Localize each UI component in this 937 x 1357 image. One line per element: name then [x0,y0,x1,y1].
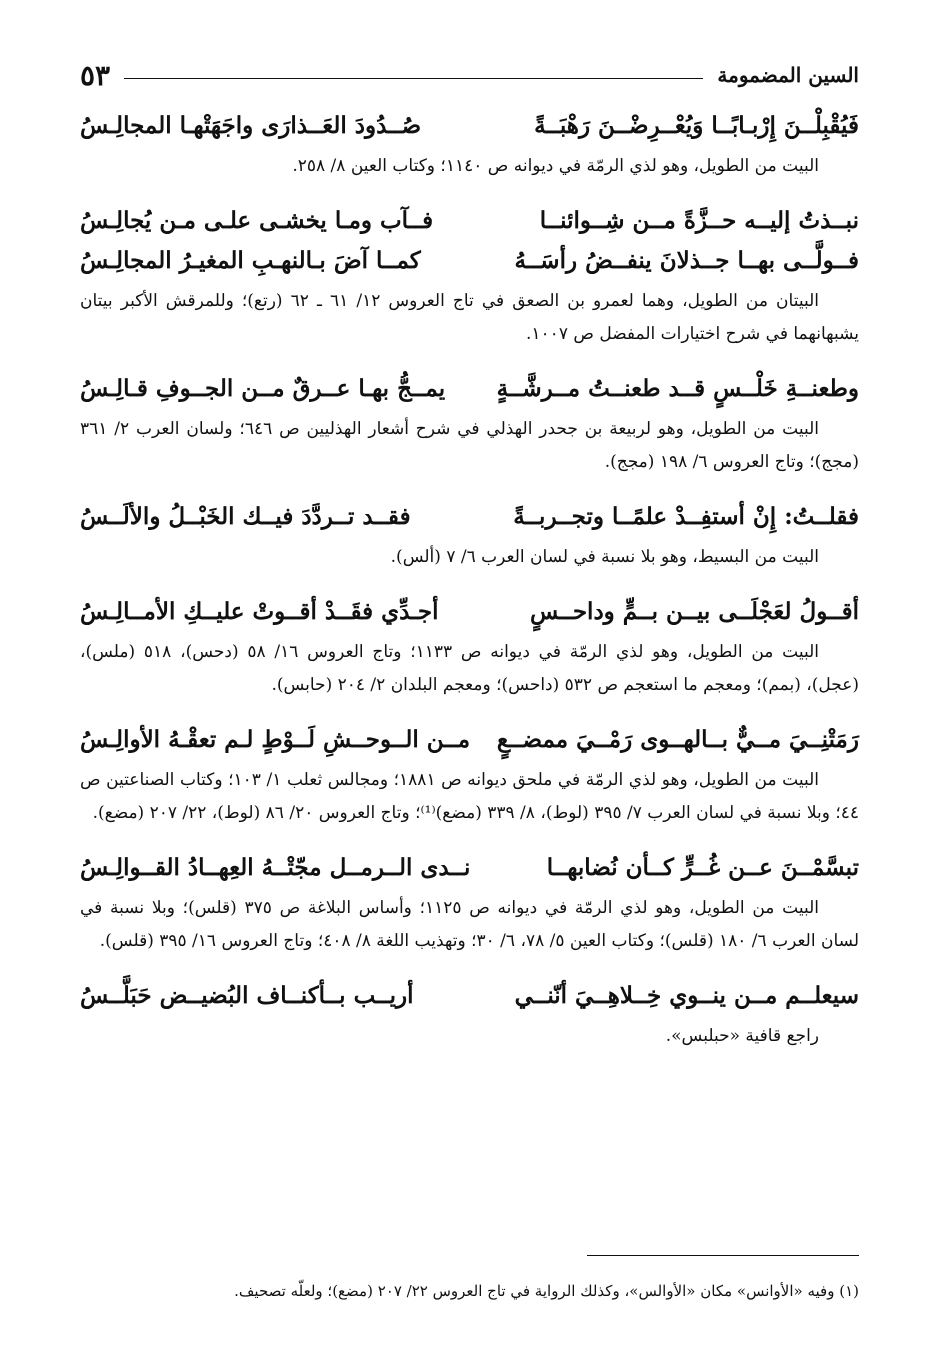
footnote-divider [587,1255,859,1256]
second-hemistich: أجـدِّي فقَــدْ أقــوتْ عليــكِ الأمــالِـسُ [80,598,439,625]
first-hemistich: رَمَتْنِــيَ مــيٌّ بــالهــوى رَمْــيَ ممضــعٍ [496,726,859,753]
source-note-text: البيت من الطويل، وهو لذي الرمّة في ديوانه ص ١١٢٥؛ وأساس البلاغة ص ٣٧٥ (قلس)؛ وبلا نسبة في لسان العرب ٦/ ١٨٠ (قلس)؛ وكتاب العين ٥/ ٧٨، ٦/ ٣٠؛ وتهذيب اللغة ٨/ ٤٠٨؛ وتاج العروس ١٦/ ٣٩٥ (قلس). [80,898,859,951]
verse-line [80,369,859,409]
source-note [80,892,859,958]
first-hemistich: وطعنــةِ خَلْــسٍ قــد طعنــتُ مــرشَّــةٍ [496,375,859,402]
first-hemistich: فقلــتُ: إِنْ أستفِــدْ علمًــا وتجــربــةً [513,503,859,530]
source-note-text: البيت من البسيط، وهو بلا نسبة في لسان العرب ٦/ ٧ (ألس). [390,547,819,567]
verse-line [80,848,859,888]
verse-line [80,241,859,281]
source-note-text: البيتان من الطويل، وهما لعمرو بن الصعق في تاج العروس ١٢/ ٦١ ـ ٦٢ (رتع)؛ وللمرقش الأكبر بيتان يشبهانهما في شرح اختيارات المفضل ص ١٠٠٧. [80,291,859,344]
source-note-text: راجع قافية «حبلبس». [665,1026,819,1046]
second-hemistich: يمــجُّ بهـا عــرقٌ مــن الجــوفِ قـالِـسُ [80,375,446,402]
source-note [80,541,859,574]
first-hemistich: فَيُقْبِلْــنَ إِرْبـابًــا وَيُعْــرِضْــنَ رَهْبَــةً [534,112,859,139]
source-note-text: البيت من الطويل، وهو لذي الرمّة في ديوانه ص ١١٤٠؛ وكتاب العين ٨/ ٢٥٨. [292,156,819,176]
verse-line [80,720,859,760]
header-rule [124,78,703,79]
first-hemistich: نبــذتُ إليــه حــزَّةً مــن شِــوائنــا [539,207,859,234]
second-hemistich: نــدى الــرمــل مجّتْــهُ العِهــادُ القــوالِـسُ [80,854,471,881]
source-note-text: البيت من الطويل، وهو لذي الرمّة في ديوانه ص ١١٣٣؛ وتاج العروس ١٦/ ٥٨ (دحس)، ٥١٨ (ملس)، (عجل)، (بمم)؛ ومعجم ما استعجم ص ٥٣٢ (داحس)؛ ومعجم البلدان ٢/ ٢٠٤ (حابس). [80,642,859,695]
verse-line [80,106,859,146]
page-header [80,58,859,92]
running-title: السين المضمومة [717,63,859,87]
poem-entry [80,592,859,702]
poem-entry [80,720,859,830]
source-note [80,285,859,351]
second-hemistich: فــآب ومـا يخشـى علـى مـن يُجالِـسُ [80,207,434,234]
page-number: ٥٣ [80,58,111,92]
source-note [80,636,859,702]
second-hemistich: مــن الــوحــشِ لَــوْطٍ لـم تعقْـهُ الأوالِـسُ [80,726,471,753]
source-note [80,764,859,830]
first-hemistich: أقــولُ لعَجْلَــى بيــن بــمٍّ وداحــسٍ [530,598,859,625]
source-note-text: البيت من الطويل، وهو لربيعة بن جحدر الهذلي في شرح أشعار الهذليين ص ٦٤٦؛ ولسان العرب ٢/ ٣٦١ (مجج)؛ وتاج العروس ٦/ ١٩٨ (مجج). [80,419,859,472]
source-note [80,1020,859,1053]
first-hemistich: فــولَّــى بهــا جــذلانَ ينفــضُ رأسَــهُ [514,247,859,274]
source-note [80,150,859,183]
first-hemistich: سيعلــم مــن ينــوي خِــلاهِــيَ أنّنــي [514,982,859,1009]
source-note-text: البيت من الطويل، وهو لذي الرمّة في ملحق ديوانه ص ١٨٨١؛ ومجالس ثعلب ١/ ١٠٣؛ وكتاب الصناعتين ص ٤٤؛ وبلا نسبة في لسان العرب ٧/ ٣٩٥ (لوط)، ٨/ ٣٣٩ (مضع)⁽¹⁾؛ وتاج العروس ٢٠/ ٨٦ (لوط)، ٢٢/ ٢٠٧ (مضع). [80,770,859,823]
verse-line [80,497,859,537]
footnote: (١) وفيه «الأوانس» مكان «الأوالس»، وكذلك الرواية في تاج العروس ٢٢/ ٢٠٧ (مضع)؛ ولعلّه تصحيف. [234,1282,859,1300]
second-hemistich: فقــد تــردَّدَ فيــك الخَبْــلُ والألَــسُ [80,503,411,530]
verse-line [80,592,859,632]
poem-entry [80,201,859,351]
second-hemistich: كمــا آضَ بـالنهـبِ المغيـرُ المجالِـسُ [80,247,421,274]
poem-entry [80,106,859,183]
verse-line [80,976,859,1016]
source-note [80,413,859,479]
poem-entry [80,369,859,479]
poem-entry [80,497,859,574]
poem-entry [80,976,859,1053]
second-hemistich: صُــدُودَ العَــذارَى واجَهَتْهـا المجالِـسُ [80,112,422,139]
verse-line [80,201,859,241]
first-hemistich: تبسَّمْــنَ عــن غُــرٍّ كــأن نُضابهــا [546,854,859,881]
second-hemistich: أريــب بــأكنــاف البُضيــض حَبَلَّــسُ [80,982,414,1009]
main-content [80,106,859,1071]
poem-entry [80,848,859,958]
